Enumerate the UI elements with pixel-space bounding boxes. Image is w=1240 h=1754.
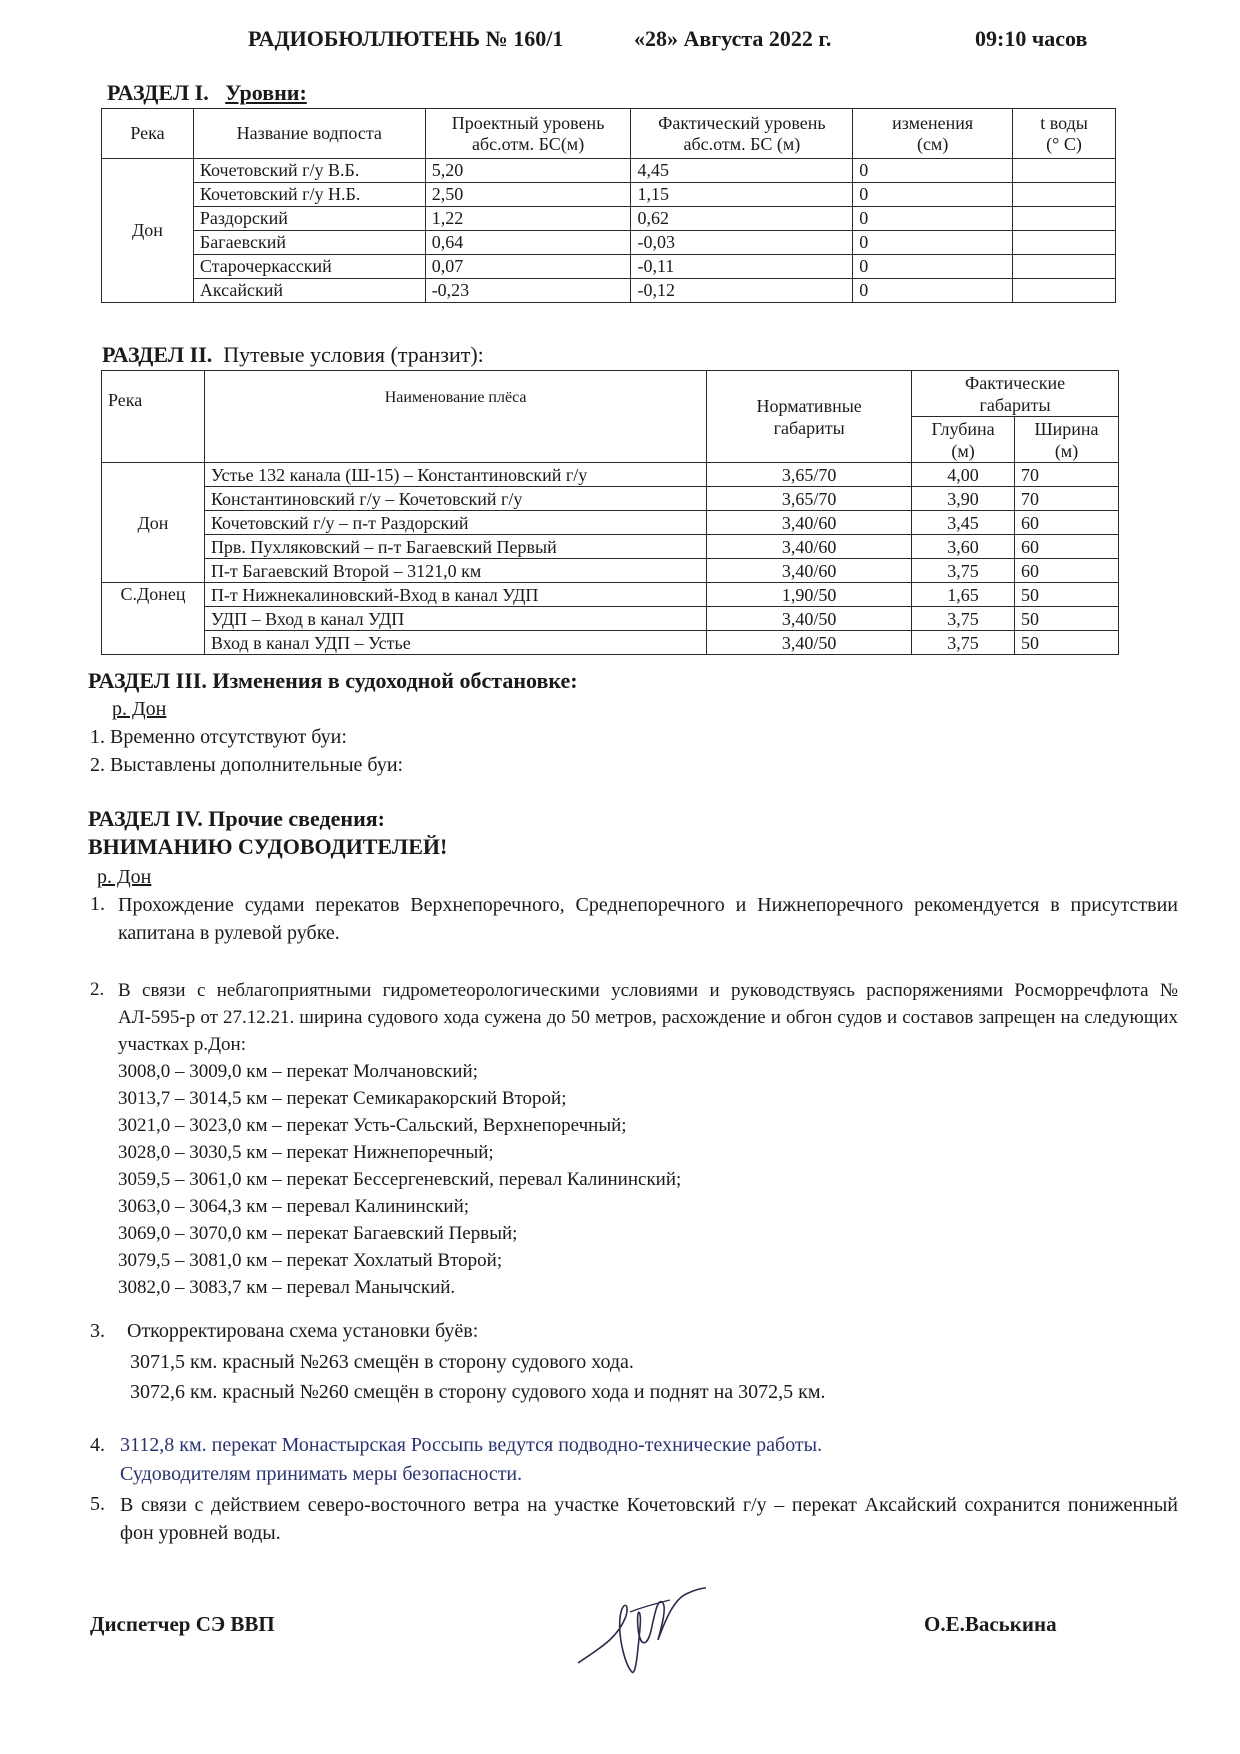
actual-level: -0,12 bbox=[631, 279, 853, 303]
table-row bbox=[102, 559, 1119, 583]
list-item: 3079,5 – 3081,0 км – перекат Хохлатый Второй; bbox=[118, 1250, 503, 1271]
table-row bbox=[102, 487, 1119, 511]
norm-dimensions: 3,40/60 bbox=[707, 511, 912, 535]
table-row bbox=[102, 183, 1116, 207]
list-item: 3063,0 – 3064,3 км – перевал Калининский; bbox=[118, 1196, 470, 1217]
transit-header-depth bbox=[912, 417, 1015, 463]
item5-number: 5. bbox=[90, 1493, 105, 1515]
fact-width: 60 bbox=[1015, 535, 1119, 559]
transit-river: С.Донец bbox=[102, 583, 205, 655]
design-level: 1,22 bbox=[425, 207, 631, 231]
section4-river: р. Дон bbox=[97, 866, 152, 888]
list-item: 3021,0 – 3023,0 км – перекат Усть-Сальский, Верхнепоречный; bbox=[118, 1115, 627, 1136]
list-item: 3069,0 – 3070,0 км – перекат Багаевский Первый; bbox=[118, 1223, 518, 1244]
temp-line2: (° С) bbox=[1046, 133, 1082, 154]
design-level: 2,50 bbox=[425, 183, 631, 207]
section3-river: р. Дон bbox=[112, 698, 167, 720]
design-line1: Проектный уровень bbox=[451, 112, 605, 133]
table-row bbox=[102, 279, 1116, 303]
item3-number: 3. bbox=[90, 1320, 105, 1342]
transit-header-row bbox=[102, 371, 1119, 417]
norm-line1: Нормативные bbox=[756, 395, 862, 416]
table-row bbox=[102, 463, 1119, 487]
norm-dimensions: 3,40/50 bbox=[707, 607, 912, 631]
item3-list bbox=[130, 1347, 826, 1407]
fact-depth: 3,90 bbox=[912, 487, 1015, 511]
handwritten-signature bbox=[570, 1578, 710, 1678]
norm-dimensions: 3,40/60 bbox=[707, 535, 912, 559]
fact-depth: 1,65 bbox=[912, 583, 1015, 607]
fact-width: 50 bbox=[1015, 583, 1119, 607]
fact-width: 70 bbox=[1015, 487, 1119, 511]
bulletin-title: РАДИОБЮЛЛЮТЕНЬ № 160/1 bbox=[248, 26, 564, 51]
item5-text: В связи с действием северо-восточного ветра на участке Кочетовский г/у – перекат Аксайский сохранится пониженный фон уровней воды. bbox=[120, 1494, 1178, 1544]
water-temp bbox=[1013, 255, 1116, 279]
item3-text: Откорректирована схема установки буёв: bbox=[127, 1320, 479, 1342]
fact-depth: 3,75 bbox=[912, 607, 1015, 631]
levels-header-change bbox=[853, 109, 1013, 159]
actual-line2: абс.отм. БС (м) bbox=[683, 133, 801, 154]
fact-width: 60 bbox=[1015, 559, 1119, 583]
fact-depth: 3,75 bbox=[912, 631, 1015, 655]
section4-title: РАЗДЕЛ IV. Прочие сведения: bbox=[88, 806, 385, 831]
fact-width: 70 bbox=[1015, 463, 1119, 487]
item1-text: Прохождение судами перекатов Верхнепоречного, Среднепоречного и Нижнепоречного рекомендуется в присутствии капитана в рулевой рубке. bbox=[118, 894, 1178, 944]
transit-table bbox=[101, 370, 1119, 655]
design-level: 5,20 bbox=[425, 159, 631, 183]
depth-line2: (м) bbox=[951, 440, 975, 461]
list-item: 3059,5 – 3061,0 км – перекат Бессергеневский, перевал Калининский; bbox=[118, 1169, 682, 1190]
item2-list bbox=[118, 1058, 681, 1301]
actual-level: 1,15 bbox=[631, 183, 853, 207]
levels-table bbox=[101, 108, 1116, 303]
fact-width: 50 bbox=[1015, 607, 1119, 631]
fact-depth: 3,45 bbox=[912, 511, 1015, 535]
water-temp bbox=[1013, 183, 1116, 207]
norm-line2: габариты bbox=[773, 417, 845, 438]
fact-depth: 3,60 bbox=[912, 535, 1015, 559]
levels-header-design bbox=[425, 109, 631, 159]
signatory-name: О.Е.Васькина bbox=[924, 1612, 1057, 1636]
section2-subtitle: Путевые условия (транзит): bbox=[223, 342, 484, 367]
item4-line1: 3112,8 км. перекат Монастырская Россыпь ведутся подводно-технические работы. bbox=[120, 1434, 823, 1456]
table-row bbox=[102, 255, 1116, 279]
list-item: 3072,6 км. красный №260 смещён в сторону судового хода и поднят на 3072,5 км. bbox=[130, 1381, 826, 1403]
water-temp bbox=[1013, 159, 1116, 183]
level-change: 0 bbox=[853, 231, 1013, 255]
depth-line1: Глубина bbox=[931, 418, 995, 439]
width-line2: (м) bbox=[1054, 440, 1079, 461]
level-change: 0 bbox=[853, 183, 1013, 207]
section3-item-2: 2. Выставлены дополнительные буи: bbox=[90, 754, 404, 776]
design-level: 0,07 bbox=[425, 255, 631, 279]
post-name: Старочеркасский bbox=[193, 255, 425, 279]
level-change: 0 bbox=[853, 207, 1013, 231]
levels-header-actual bbox=[631, 109, 853, 159]
list-item: 3082,0 – 3083,7 км – перевал Манычский. bbox=[118, 1277, 456, 1298]
transit-header-stretch: Наименование плёса bbox=[204, 371, 706, 463]
section1-subtitle: Уровни: bbox=[225, 80, 307, 105]
table-row bbox=[102, 607, 1119, 631]
list-item: 3008,0 – 3009,0 км – перекат Молчановский; bbox=[118, 1061, 478, 1082]
actual-level: 0,62 bbox=[631, 207, 853, 231]
attention-title: ВНИМАНИЮ СУДОВОДИТЕЛЕЙ! bbox=[88, 834, 448, 859]
item2-number: 2. bbox=[90, 979, 105, 1000]
change-line2: (см) bbox=[916, 133, 949, 154]
water-temp bbox=[1013, 231, 1116, 255]
water-temp bbox=[1013, 279, 1116, 303]
fact-line1: Фактические bbox=[965, 372, 1066, 393]
design-level: 0,64 bbox=[425, 231, 631, 255]
stretch-name: П-т Багаевский Второй – 3121,0 км bbox=[204, 559, 706, 583]
table-row bbox=[102, 583, 1119, 607]
bulletin-time: 09:10 часов bbox=[975, 26, 1088, 51]
transit-header-norm bbox=[707, 371, 912, 463]
section1-title: РАЗДЕЛ I. bbox=[107, 80, 209, 105]
table-row bbox=[102, 535, 1119, 559]
table-row bbox=[102, 231, 1116, 255]
actual-level: -0,11 bbox=[631, 255, 853, 279]
bulletin-date: «28» Августа 2022 г. bbox=[634, 26, 832, 51]
fact-depth: 4,00 bbox=[912, 463, 1015, 487]
fact-width: 50 bbox=[1015, 631, 1119, 655]
level-change: 0 bbox=[853, 279, 1013, 303]
fact-width: 60 bbox=[1015, 511, 1119, 535]
change-line1: изменения bbox=[892, 112, 974, 133]
item4-number: 4. bbox=[90, 1434, 105, 1456]
item4-line2: Судоводителям принимать меры безопасности. bbox=[120, 1463, 523, 1485]
levels-header-row bbox=[102, 109, 1116, 159]
item1-number: 1. bbox=[90, 893, 105, 915]
table-row bbox=[102, 159, 1116, 183]
list-item: 3028,0 – 3030,5 км – перекат Нижнепоречный; bbox=[118, 1142, 494, 1163]
norm-dimensions: 3,40/50 bbox=[707, 631, 912, 655]
section2-title: РАЗДЕЛ II. bbox=[102, 342, 213, 367]
levels-header-river: Река bbox=[102, 109, 194, 159]
actual-level: 4,45 bbox=[631, 159, 853, 183]
stretch-name: Кочетовский г/у – п-т Раздорский bbox=[204, 511, 706, 535]
fact-depth: 3,75 bbox=[912, 559, 1015, 583]
norm-dimensions: 1,90/50 bbox=[707, 583, 912, 607]
stretch-name: Устье 132 канала (Ш-15) – Константиновский г/у bbox=[204, 463, 706, 487]
stretch-name: УДП – Вход в канал УДП bbox=[204, 607, 706, 631]
table-row bbox=[102, 511, 1119, 535]
levels-header-temp bbox=[1013, 109, 1116, 159]
transit-header-width bbox=[1015, 417, 1119, 463]
design-line2: абс.отм. БС(м) bbox=[471, 133, 585, 154]
transit-header-fact bbox=[912, 371, 1119, 417]
transit-river: Дон bbox=[102, 463, 205, 583]
temp-line1: t воды bbox=[1040, 112, 1088, 133]
post-name: Кочетовский г/у В.Б. bbox=[193, 159, 425, 183]
table-row bbox=[102, 207, 1116, 231]
level-change: 0 bbox=[853, 159, 1013, 183]
post-name: Кочетовский г/у Н.Б. bbox=[193, 183, 425, 207]
fact-line2: габариты bbox=[979, 394, 1051, 415]
section1-heading bbox=[107, 80, 307, 106]
section2-heading bbox=[102, 342, 484, 368]
actual-level: -0,03 bbox=[631, 231, 853, 255]
item2-text: В связи с неблагоприятными гидрометеорологическими условиями и руководствуясь распоряжениями Росморречфлота № АЛ-595-р от 27.12.21. ширина судового хода сужена до 50 метров, расхождение и обгон судов и составов запрещен на следующих участках р.Дон: bbox=[118, 980, 1178, 1055]
list-item: 3071,5 км. красный №263 смещён в сторону судового хода. bbox=[130, 1351, 634, 1373]
levels-river: Дон bbox=[102, 159, 194, 303]
actual-line1: Фактический уровень bbox=[658, 112, 826, 133]
bulletin-header bbox=[248, 22, 1118, 56]
norm-dimensions: 3,65/70 bbox=[707, 463, 912, 487]
level-change: 0 bbox=[853, 255, 1013, 279]
list-item: 3013,7 – 3014,5 км – перекат Семикаракорский Второй; bbox=[118, 1088, 567, 1109]
section3-title: РАЗДЕЛ III. Изменения в судоходной обстановке: bbox=[88, 668, 578, 693]
post-name: Раздорский bbox=[193, 207, 425, 231]
norm-dimensions: 3,65/70 bbox=[707, 487, 912, 511]
design-level: -0,23 bbox=[425, 279, 631, 303]
norm-dimensions: 3,40/60 bbox=[707, 559, 912, 583]
signatory-position: Диспетчер СЭ ВВП bbox=[90, 1612, 275, 1636]
post-name: Аксайский bbox=[193, 279, 425, 303]
levels-header-post: Название водпоста bbox=[193, 109, 425, 159]
post-name: Багаевский bbox=[193, 231, 425, 255]
width-line1: Ширина bbox=[1034, 418, 1099, 439]
stretch-name: П-т Нижнекалиновский-Вход в канал УДП bbox=[204, 583, 706, 607]
table-row bbox=[102, 631, 1119, 655]
stretch-name: Вход в канал УДП – Устье bbox=[204, 631, 706, 655]
stretch-name: Константиновский г/у – Кочетовский г/у bbox=[204, 487, 706, 511]
water-temp bbox=[1013, 207, 1116, 231]
stretch-name: Прв. Пухляковский – п-т Багаевский Первый bbox=[204, 535, 706, 559]
transit-header-river: Река bbox=[102, 371, 205, 463]
section3-item-1: 1. Временно отсутствуют буи: bbox=[90, 726, 347, 748]
